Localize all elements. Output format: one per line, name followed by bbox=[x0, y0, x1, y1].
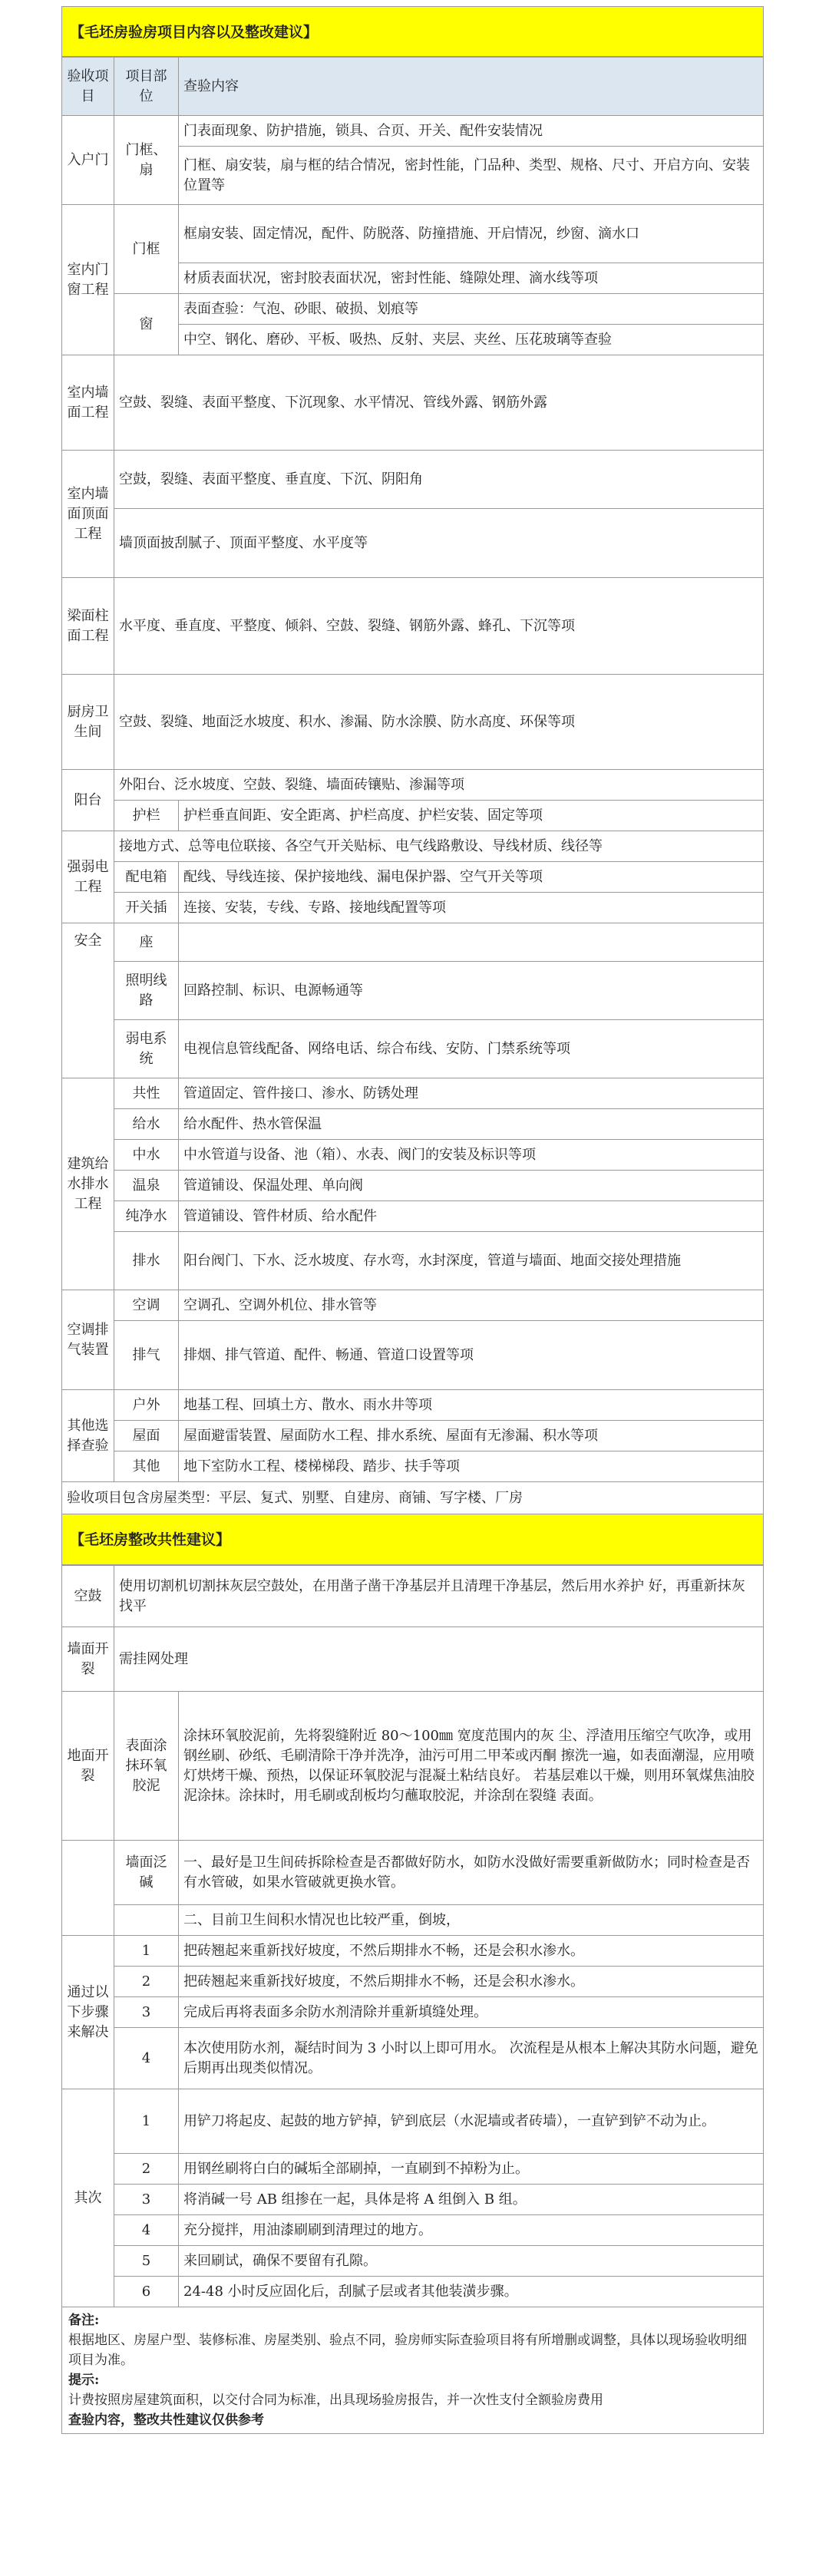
table-row bbox=[62, 1140, 764, 1171]
step-num: 2 bbox=[114, 2154, 179, 2185]
table-row bbox=[62, 1936, 764, 1967]
part-frame: 门框 bbox=[114, 205, 179, 294]
content-cell: 阳台阀门、下水、泛水坡度、存水弯，水封深度，管道与墙面、地面交接处理措施 bbox=[179, 1232, 764, 1290]
category-ceiling: 室内墙面顶面工程 bbox=[62, 451, 114, 578]
table-row bbox=[62, 355, 764, 451]
content-cell: 门框、扇安装，扇与框的结合情况，密封性能，门品种、类型、规格、尺寸、开启方向、安装位置等 bbox=[179, 147, 764, 205]
table-row bbox=[62, 1201, 764, 1232]
content-cell: 墙顶面披刮腻子、顶面平整度、水平度等 bbox=[114, 509, 764, 578]
content-cell: 外阳台、泛水坡度、空鼓、裂缝、墙面砖镶贴、渗漏等项 bbox=[114, 770, 764, 801]
content-cell: 接地方式、总等电位联接、各空气开关贴标、电气线路敷设、导线材质、线径等 bbox=[114, 831, 764, 862]
content-cell: 二、目前卫生间积水情况也比较严重，倒坡， bbox=[179, 1905, 764, 1936]
part-weak-current: 弱电系统 bbox=[114, 1020, 179, 1078]
part-cell: 温泉 bbox=[114, 1171, 179, 1201]
part-switch-socket: 开关插 bbox=[114, 893, 179, 923]
content-cell: 空调孔、空调外机位、排水管等 bbox=[179, 1290, 764, 1321]
table-row bbox=[62, 578, 764, 675]
table-row bbox=[62, 116, 764, 147]
table-row bbox=[62, 770, 764, 801]
table-row bbox=[62, 801, 764, 831]
table-row bbox=[62, 1905, 764, 1936]
part-distribution-box: 配电箱 bbox=[114, 862, 179, 893]
content-cell: 使用切割机切割抹灰层空鼓处，在用凿子凿干净基层并且清理干净基层，然后用水养护 好，再重新抹灰找平 bbox=[114, 1566, 764, 1627]
table-row bbox=[62, 862, 764, 893]
content-cell: 把砖翘起来重新找好坡度，不然后期排水不畅，还是会积水渗水。 bbox=[179, 1936, 764, 1967]
fix-label-other: 其次 bbox=[62, 2089, 114, 2307]
content-cell: 24-48 小时反应固化后，刮腻子层或者其他装潢步骤。 bbox=[179, 2277, 764, 2307]
content-cell: 充分搅拌，用油漆刷刷到清理过的地方。 bbox=[179, 2215, 764, 2246]
content-cell: 完成后再将表面多余防水剂清除并重新填缝处理。 bbox=[179, 1997, 764, 2028]
part-lighting: 照明线路 bbox=[114, 962, 179, 1020]
table-row bbox=[62, 2154, 764, 2185]
blank-cell bbox=[62, 1905, 114, 1936]
table-row bbox=[62, 1390, 764, 1421]
part-cell: 共性 bbox=[114, 1078, 179, 1109]
remark-text: 根据地区、房屋户型、装修标准、房屋类别、验点不同，验房师实际查验项目将有所增删或调整，具体以现场验收明细项目为准。 bbox=[68, 2333, 747, 2368]
content-cell: 用铲刀将起皮、起鼓的地方铲掉，铲到底层（水泥墙或者砖墙），一直铲到铲不动为止。 bbox=[179, 2089, 764, 2154]
table-row bbox=[62, 509, 764, 578]
inspection-document bbox=[61, 0, 764, 2434]
fix-label-hollow: 空鼓 bbox=[62, 1566, 114, 1627]
category-safety: 安全 bbox=[62, 923, 114, 1078]
header-col2: 项目部位 bbox=[114, 58, 179, 116]
category-kitchen: 厨房卫生间 bbox=[62, 675, 114, 770]
blank-cell bbox=[62, 1841, 114, 1905]
content-cell: 空鼓、裂缝、表面平整度、下沉现象、水平情况、管线外露、钢筋外露 bbox=[114, 355, 764, 451]
section2-title: 【毛坯房整改共性建议】 bbox=[61, 1514, 764, 1565]
blank-cell bbox=[114, 1905, 179, 1936]
table-row bbox=[62, 893, 764, 923]
section1-title: 【毛坯房验房项目内容以及整改建议】 bbox=[61, 6, 764, 57]
table-row bbox=[62, 1967, 764, 1997]
table-row bbox=[62, 294, 764, 325]
footer-note: 查验内容，整改共性建议仅供参考 bbox=[68, 2413, 264, 2428]
category-balcony: 阳台 bbox=[62, 770, 114, 831]
part-exhaust: 排气 bbox=[114, 1321, 179, 1390]
category-beam: 梁面柱面工程 bbox=[62, 578, 114, 675]
remark-label: 备注: bbox=[68, 2313, 100, 2328]
content-cell: 门表面现象、防护措施，锁具、合页、开关、配件安装情况 bbox=[179, 116, 764, 147]
table-row bbox=[62, 1078, 764, 1109]
category-plumbing: 建筑给水排水工程 bbox=[62, 1078, 114, 1290]
content-cell: 管道铺设、管件材质、给水配件 bbox=[179, 1201, 764, 1232]
part-aircon: 空调 bbox=[114, 1290, 179, 1321]
step-num: 4 bbox=[114, 2215, 179, 2246]
content-cell: 屋面避雷装置、屋面防水工程、排水系统、屋面有无渗漏、积水等项 bbox=[179, 1421, 764, 1451]
content-cell: 排烟、排气管道、配件、畅通、管道口设置等项 bbox=[179, 1321, 764, 1390]
content-cell: 需挂网处理 bbox=[114, 1627, 764, 1692]
part-cell: 其他 bbox=[114, 1451, 179, 1482]
fix-part-epoxy: 表面涂抹环氧胶泥 bbox=[114, 1692, 179, 1841]
content-cell: 地基工程、回填土方、散水、雨水井等项 bbox=[179, 1390, 764, 1421]
content-cell: 将消碱一号 AB 组掺在一起，具体是将 A 组倒入 B 组。 bbox=[179, 2185, 764, 2215]
part-cell: 户外 bbox=[114, 1390, 179, 1421]
inspection-table bbox=[61, 57, 764, 1514]
category-entry-door: 入户门 bbox=[62, 116, 114, 205]
table-row bbox=[62, 962, 764, 1020]
step-num: 2 bbox=[114, 1967, 179, 1997]
table-row bbox=[62, 451, 764, 509]
part-cell: 排水 bbox=[114, 1232, 179, 1290]
part-socket: 座 bbox=[114, 923, 179, 962]
category-electric: 强弱电工程 bbox=[62, 831, 114, 923]
part-cell: 屋面 bbox=[114, 1421, 179, 1451]
content-cell: 水平度、垂直度、平整度、倾斜、空鼓、裂缝、钢筋外露、蜂孔、下沉等项 bbox=[114, 578, 764, 675]
category-wall: 室内墙面工程 bbox=[62, 355, 114, 451]
table-row bbox=[62, 923, 764, 962]
content-cell: 空鼓，裂缝、表面平整度、垂直度、下沉、阴阳角 bbox=[114, 451, 764, 509]
step-num: 6 bbox=[114, 2277, 179, 2307]
table-row bbox=[62, 1109, 764, 1140]
table-header bbox=[62, 58, 764, 116]
part-door-frame: 门框、扇 bbox=[114, 116, 179, 205]
table-row bbox=[62, 1997, 764, 2028]
content-cell: 来回刷试，确保不要留有孔隙。 bbox=[179, 2246, 764, 2277]
table-row bbox=[62, 2028, 764, 2089]
table-row bbox=[62, 2215, 764, 2246]
fix-label-floor: 地面开裂 bbox=[62, 1692, 114, 1841]
content-cell: 把砖翘起来重新找好坡度，不然后期排水不畅，还是会积水渗水。 bbox=[179, 1967, 764, 1997]
step-num: 3 bbox=[114, 1997, 179, 2028]
content-cell: 电视信息管线配备、网络电话、综合布线、安防、门禁系统等项 bbox=[179, 1020, 764, 1078]
table-row bbox=[62, 1232, 764, 1290]
fix-table bbox=[61, 1565, 764, 2307]
category-other: 其他选择查验 bbox=[62, 1390, 114, 1482]
step-num: 1 bbox=[114, 2089, 179, 2154]
table-row bbox=[62, 1566, 764, 1627]
table-row bbox=[62, 1171, 764, 1201]
content-cell: 涂抹环氧胶泥前，先将裂缝附近 80～100㎜ 宽度范围内的灰 尘、浮渣用压缩空气吹净，或用钢丝刷、砂纸、毛刷清除干净并洗净，油污可用二甲苯或丙酮 擦洗一遍，如表面潮湿，应用喷灯烘烤干燥、预热，以保证环氧胶泥与混凝土粘结良好。 若基层难以干燥，则用环氧煤焦油胶泥涂抹。涂抹时，用毛刷或刮板均匀蘸取胶泥，并涂刮在裂缝 表面。 bbox=[179, 1692, 764, 1841]
content-cell: 配线、导线连接、保护接地线、漏电保护器、空气开关等项 bbox=[179, 862, 764, 893]
content-cell bbox=[179, 923, 764, 962]
content-cell: 回路控制、标识、电源畅通等 bbox=[179, 962, 764, 1020]
table-row bbox=[62, 1692, 764, 1841]
content-cell: 用钢丝刷将白白的碱垢全部刷掉，一直刷到不掉粉为止。 bbox=[179, 2154, 764, 2185]
content-cell: 一、最好是卫生间砖拆除检查是否都做好防水，如防水没做好需要重新做防水；同时检查是否 有水管破，如果水管破就更换水管。 bbox=[179, 1841, 764, 1905]
table-row bbox=[62, 1290, 764, 1321]
content-cell: 连接、安装，专线、专路、接地线配置等项 bbox=[179, 893, 764, 923]
content-cell: 管道固定、管件接口、渗水、防锈处理 bbox=[179, 1078, 764, 1109]
fix-label-steps: 通过以下步骤来解决 bbox=[62, 1936, 114, 2089]
tip-text: 计费按照房屋建筑面积，以交付合同为标准，出具现场验房报告，并一次性支付全额验房费用 bbox=[68, 2393, 603, 2408]
table-row bbox=[62, 1321, 764, 1390]
content-cell: 护栏垂直间距、安全距离、护栏高度、护栏安装、固定等项 bbox=[179, 801, 764, 831]
table-row bbox=[62, 1020, 764, 1078]
tip-label: 提示: bbox=[68, 2373, 100, 2388]
part-cell: 纯净水 bbox=[114, 1201, 179, 1232]
part-railing: 护栏 bbox=[114, 801, 179, 831]
content-cell: 空鼓、裂缝、地面泛水坡度、积水、渗漏、防水涂膜、防水高度、环保等项 bbox=[114, 675, 764, 770]
part-window: 窗 bbox=[114, 294, 179, 355]
scope-note: 验收项目包含房屋类型：平层、复式、别墅、自建房、商铺、写字楼、厂房 bbox=[62, 1482, 764, 1514]
header-col1: 验收项目 bbox=[62, 58, 114, 116]
content-cell: 本次使用防水剂，凝结时间为 3 小时以上即可用水。 次流程是从根本上解决其防水问题，避免后期再出现类似情况。 bbox=[179, 2028, 764, 2089]
table-row bbox=[62, 1627, 764, 1692]
step-num: 4 bbox=[114, 2028, 179, 2089]
content-cell: 材质表面状况，密封胶表面状况，密封性能、缝隙处理、滴水线等项 bbox=[179, 263, 764, 294]
part-cell: 给水 bbox=[114, 1109, 179, 1140]
table-row bbox=[62, 1841, 764, 1905]
part-cell: 中水 bbox=[114, 1140, 179, 1171]
content-cell: 中空、钢化、磨砂、平板、吸热、反射、夹层、夹丝、压花玻璃等查验 bbox=[179, 325, 764, 355]
header-col3: 查验内容 bbox=[179, 58, 764, 116]
category-hvac: 空调排气装置 bbox=[62, 1290, 114, 1390]
content-cell: 管道铺设、保温处理、单向阀 bbox=[179, 1171, 764, 1201]
table-row bbox=[62, 675, 764, 770]
content-cell: 给水配件、热水管保温 bbox=[179, 1109, 764, 1140]
table-row bbox=[62, 205, 764, 263]
content-cell: 表面查验：气泡、砂眼、破损、划痕等 bbox=[179, 294, 764, 325]
fix-part-alkali: 墙面泛碱 bbox=[114, 1841, 179, 1905]
content-cell: 中水管道与设备、池（箱）、水表、阀门的安装及标识等项 bbox=[179, 1140, 764, 1171]
table-row bbox=[62, 2089, 764, 2154]
table-row bbox=[62, 2277, 764, 2307]
step-num: 1 bbox=[114, 1936, 179, 1967]
content-cell: 框扇安装、固定情况，配件、防脱落、防撞措施、开启情况，纱窗、滴水口 bbox=[179, 205, 764, 263]
category-door-window: 室内门窗工程 bbox=[62, 205, 114, 355]
content-cell: 地下室防水工程、楼梯梯段、踏步、扶手等项 bbox=[179, 1451, 764, 1482]
step-num: 3 bbox=[114, 2185, 179, 2215]
table-row bbox=[62, 1421, 764, 1451]
table-row bbox=[62, 1451, 764, 1482]
table-row bbox=[62, 2246, 764, 2277]
fix-label-crack: 墙面开裂 bbox=[62, 1627, 114, 1692]
table-row bbox=[62, 2185, 764, 2215]
table-row bbox=[62, 1482, 764, 1514]
table-row bbox=[62, 831, 764, 862]
step-num: 5 bbox=[114, 2246, 179, 2277]
remark-block bbox=[61, 2307, 764, 2434]
